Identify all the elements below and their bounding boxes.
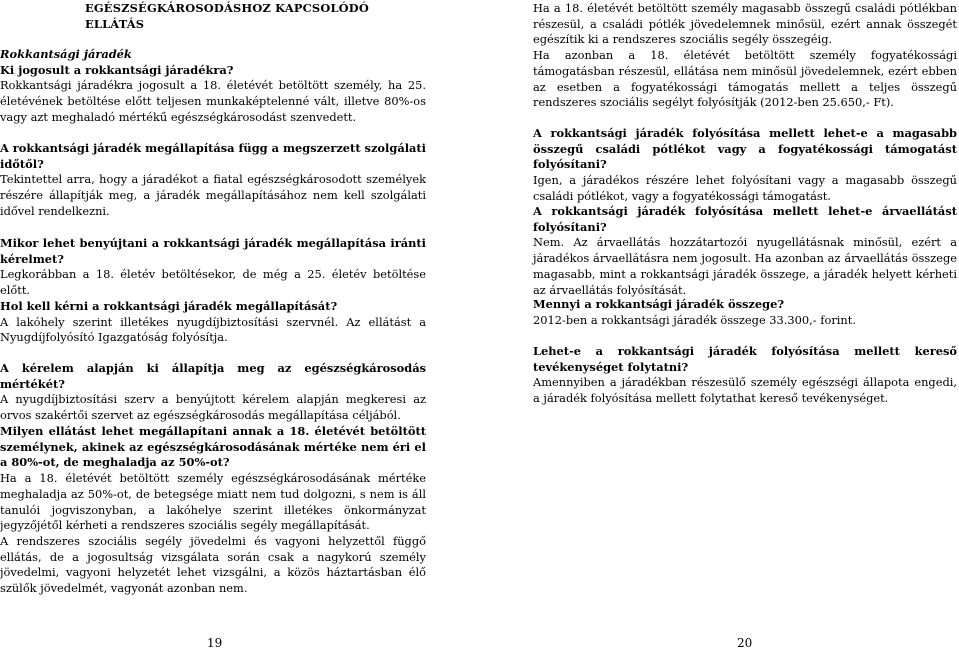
rokkantsagi-jaradek-intro [0, 47, 426, 126]
qa-where-request [0, 299, 426, 346]
answer-when-submit: Legkorábban a 18. életév betöltésekor, de még a 25. életév betöltése előtt. [0, 267, 426, 298]
question-who-determines: A kérelem alapján ki állapítja meg az egészségkárosodás mértékét? [0, 361, 426, 391]
answer-service-time: Tekintettel arra, hogy a járadékot a fiatal egészségkárosodott személyek részére állapítják meg, a járadék megállapításához nem kell szolgálati idővel rendelkezni. [0, 172, 426, 218]
question-service-time: A rokkantsági járadék megállapítása függ a megszerzett szolgálati időtől? [0, 141, 426, 171]
page-number-right: 20 [737, 636, 753, 650]
question-when-submit: Mikor lehet benyújtani a rokkantsági járadék megállapítása iránti kérelmet? [0, 236, 426, 266]
paragraph-family-allowance: Ha a 18. életévét betöltött személy magasabb összegű családi pótlékban részesül, a családi pótlék jövedelemnek minősül, ezért annak összegét egészítik ki a rendszeres szociális segély összegéig. [533, 1, 957, 47]
answer-who-determines: A nyugdíjbiztosítási szerv a benyújtott kérelem alapján megkeresi az orvos szakértői szervet az egészségkárosodás megállapítása céljából. [0, 392, 426, 423]
qa-when-submit [0, 236, 426, 299]
answer-orphan-benefit: Nem. Az árvaellátás hozzátartozói nyugellátásnak minősül, ezért a járadékos árvaellátásra nem jogosult. Ha azonban az árvaellátás összege magasabb, mint a rokkantsági járadék összege, a járadék helyett kérheti az árvaellátás folyósítását. [533, 235, 957, 297]
qa-other-benefit [0, 424, 426, 597]
qa-service-time [0, 141, 426, 220]
question-orphan-benefit: A rokkantsági járadék folyósítása mellett lehet-e árvaellátást folyósítani? [533, 204, 957, 234]
question-amount: Mennyi a rokkantsági járadék összege? [533, 297, 785, 311]
qa-amount [533, 297, 957, 328]
question-family-allowance: A rokkantsági járadék folyósítása mellett lehet-e a magasabb összegű családi pótlékot vagy a fogyatékossági támogatást folyósítani? [533, 126, 957, 172]
answer-other-benefit-1: Ha a 18. életévét betöltött személy egészségkárosodásának mértéke meghaladja az 50%-ot, de betegsége miatt nem tud dolgozni, s nem is áll tanulói jogviszonyban, a lakóhelye szerint illetékes önkormányzat jegyzőjétől kérheti a rendszeres szociális segély megállapítását. [0, 471, 426, 533]
qa-employment [533, 344, 957, 407]
question-who-eligible: Ki jogosult a rokkantsági járadékra? [0, 62, 234, 77]
question-where-request: Hol kell kérni a rokkantsági járadék megállapítását? [0, 299, 338, 313]
section-title: EGÉSZSÉGKÁROSODÁSHOZ KAPCSOLÓDÓ ELLÁTÁS [85, 1, 369, 31]
qa-family-allowance [533, 126, 957, 205]
question-employment: Lehet-e a rokkantsági járadék folyósítása mellett kereső tevékenységet folytatni? [533, 344, 957, 374]
answer-employment: Amennyiben a járadékban részesülő személy egészségi állapota engedi, a járadék folyósítása mellett folytathat kereső tevékenységet. [533, 375, 957, 406]
answer-other-benefit-2: A rendszeres szociális segély jövedelmi és vagyoni helyzettől függő ellátás, de a jogosultság vizsgálata során csak a nagykorú személy jövedelmi, vagyoni helyzetét lehet vizsgálni, a közös háztartásban élő szülők jövedelmét, vagyonát azonban nem. [0, 533, 426, 596]
answer-amount: 2012-ben a rokkantsági járadék összege 33.300,- forint. [533, 312, 856, 327]
qa-orphan-benefit [533, 204, 957, 298]
answer-where-request: A lakóhely szerint illetékes nyugdíjbiztosítási szervnél. Az ellátást a Nyugdíjfolyósító Igazgatóság folyósítja. [0, 314, 426, 345]
qa-who-determines [0, 361, 426, 424]
page-heading: Rokkantsági járadék [0, 47, 132, 61]
answer-who-eligible: Rokkantsági járadékra jogosult a 18. életévét betöltött személy, ha 25. életévének betöltése előtt teljesen munkaképtelenné vált, illetve 80%-os vagy azt meghaladó mértékű egészségkárosodást szenvedett. [0, 78, 426, 124]
family-allowance-text [533, 1, 957, 111]
page-number-left: 19 [207, 636, 223, 650]
question-other-benefit: Milyen ellátást lehet megállapítani annak a 18. életévét betöltött személynek, akinek az egészségkárosodásának mértéke nem éri el a 80%-ot, de meghaladja az 50%-ot? [0, 424, 426, 470]
answer-family-allowance: Igen, a járadékos részére lehet folyósítani vagy a magasabb összegű családi pótlékot, vagy a fogyatékossági támogatást. [533, 173, 957, 203]
paragraph-disability-support: Ha azonban a 18. életévét betöltött személy fogyatékossági támogatásban részesül, ellátása nem minősül jövedelemnek, ezért ebben az esetben a fogyatékossági támogatás mellett a teljes összegű rendszeres szociális segélyt folyósítják (2012-ben 25.650,- Ft). [533, 48, 957, 110]
